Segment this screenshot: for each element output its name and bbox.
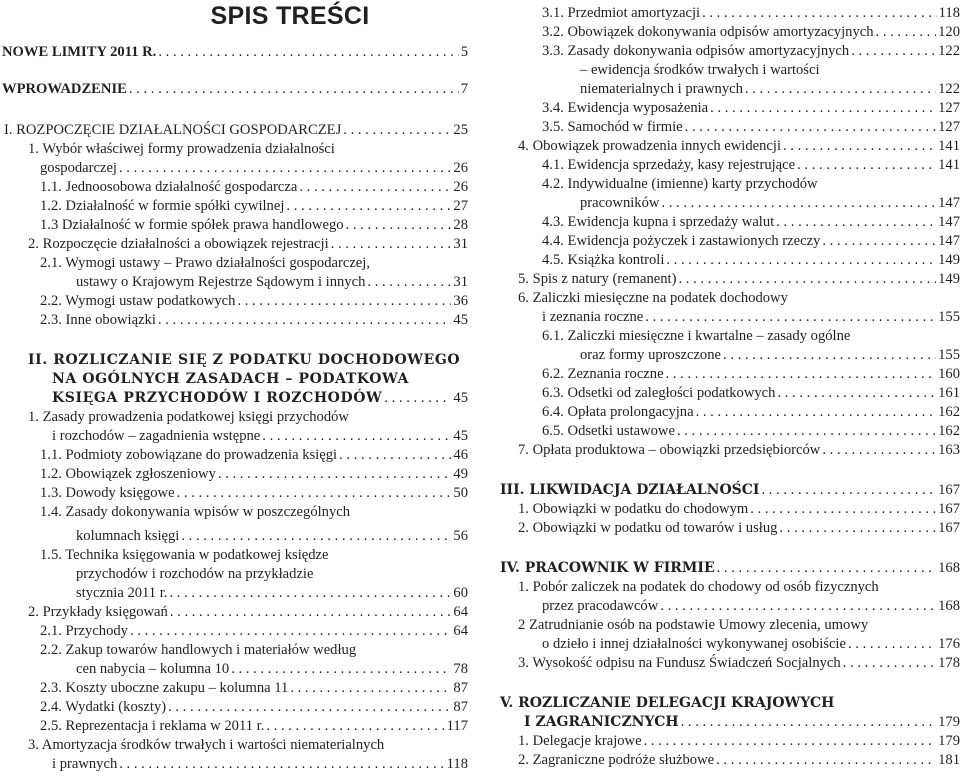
dot-leader xyxy=(716,751,936,770)
toc-entry-title: pracowników xyxy=(580,195,660,211)
toc-entry xyxy=(40,254,370,273)
dot-leader xyxy=(702,4,937,23)
dot-leader xyxy=(661,194,936,213)
toc-entry-title: 2.1. Przychody xyxy=(40,623,128,639)
toc-entry xyxy=(28,351,460,370)
dot-leader xyxy=(119,159,451,178)
toc-entry xyxy=(542,23,960,42)
toc-entry xyxy=(542,635,960,654)
dot-leader xyxy=(660,597,936,616)
toc-entry xyxy=(542,118,960,137)
toc-entry xyxy=(518,289,788,308)
dot-leader xyxy=(346,216,452,235)
toc-entry-title: 2.3. Inne obowiązki xyxy=(40,312,156,328)
toc-entry xyxy=(40,311,468,330)
page-number: 179 xyxy=(938,733,960,749)
page-number: 7 xyxy=(460,81,468,97)
toc-entry-title: 6.3. Odsetki od zaległości podatkowych xyxy=(542,385,776,401)
page-number: 64 xyxy=(453,604,468,620)
toc-entry-title: 3.5. Samochód w firmie xyxy=(542,119,683,135)
toc-entry xyxy=(40,484,468,503)
dot-leader xyxy=(158,311,451,330)
toc-entry xyxy=(40,503,350,522)
page-number: 120 xyxy=(938,24,960,40)
dot-leader xyxy=(696,403,937,422)
page-number: 161 xyxy=(938,385,960,401)
toc-entry xyxy=(542,156,960,175)
toc-entry-title: I ZAGRANICZNYCH xyxy=(524,714,679,730)
toc-entry xyxy=(28,408,349,427)
toc-entry xyxy=(52,427,468,446)
page-number: 127 xyxy=(938,119,960,135)
page-number: 178 xyxy=(938,655,960,671)
toc-entry-title: kolumnach księgi xyxy=(76,528,180,544)
toc-entry xyxy=(40,197,468,216)
toc-entry-title: 1. Obowiązki w podatku do chodowym xyxy=(518,501,749,517)
toc-entry-title: 3.2. Obowiązek dokonywania odpisów amortyzacyjnych xyxy=(542,24,874,40)
toc-entry xyxy=(542,213,960,232)
toc-entry xyxy=(580,194,960,213)
toc-entry xyxy=(518,270,960,289)
toc-entry-title: 1. Pobór zaliczek na podatek do chodowy od osób fizycznych xyxy=(518,579,879,595)
toc-entry xyxy=(542,232,960,251)
dot-leader xyxy=(266,717,444,736)
page-number: 163 xyxy=(938,442,960,458)
toc-entry-title: 6.1. Zaliczki miesięczne i kwartalne – zasady ogólne xyxy=(542,328,851,344)
toc-entry xyxy=(40,292,468,311)
toc-entry-title: V. ROZLICZANIE DELEGACJI KRAJOWYCH xyxy=(500,695,835,711)
toc-entry xyxy=(542,327,850,346)
page-number: 168 xyxy=(938,598,960,614)
dot-leader xyxy=(779,519,936,538)
toc-entry xyxy=(542,308,960,327)
toc-entry xyxy=(40,622,468,641)
dot-leader xyxy=(181,527,451,546)
dot-leader xyxy=(290,679,451,698)
toc-entry-title: 4.3. Ewidencja kupna i sprzedaży walut xyxy=(542,214,775,230)
dot-leader xyxy=(745,80,936,99)
toc-entry-title: I. ROZPOCZĘCIE DZIAŁALNOŚCI GOSPODARCZEJ xyxy=(4,122,342,138)
toc-entry-title: przychodów i rozchodów na przykładzie xyxy=(76,566,314,582)
toc-entry-title: NOWE LIMITY 2011 R. xyxy=(2,44,157,60)
page-number: 141 xyxy=(938,157,960,173)
toc-entry-title: 4. Obowiązek prowadzenia innych ewidencji xyxy=(518,138,781,154)
dot-leader xyxy=(645,308,936,327)
toc-entry-title: i zeznania roczne xyxy=(542,309,644,325)
page-number: 56 xyxy=(453,528,468,544)
page-number: 167 xyxy=(938,482,960,498)
toc-entry xyxy=(580,61,820,80)
toc-entry-title: 2.2. Wymogi ustaw podatkowych xyxy=(40,293,236,309)
toc-entry xyxy=(40,698,468,717)
toc-entry xyxy=(518,578,879,597)
page-number: 27 xyxy=(453,198,468,214)
dot-leader xyxy=(169,584,451,603)
toc-entry-title: 1.2. Obowiązek zgłoszeniowy xyxy=(40,466,216,482)
page-number: 25 xyxy=(453,122,468,138)
toc-entry-title: 6.4. Opłata prolongacyjna xyxy=(542,404,694,420)
dot-leader xyxy=(119,755,444,774)
toc-entry xyxy=(28,736,384,755)
page-number: 155 xyxy=(938,309,960,325)
toc-entry xyxy=(52,389,468,408)
toc-entry-title: 1. Wybór właściwej formy prowadzenia działalności xyxy=(28,141,335,157)
dot-leader xyxy=(681,713,937,732)
page-number: 127 xyxy=(938,100,960,116)
toc-entry-title: 2.4. Wydatki (koszty) xyxy=(40,699,167,715)
toc-entry-title: 6.5. Odsetki ustawowe xyxy=(542,423,675,439)
toc-entry xyxy=(76,565,313,584)
toc-entry xyxy=(76,273,468,292)
toc-entry xyxy=(76,584,468,603)
toc-entry-title: 3.4. Ewidencja wyposażenia xyxy=(542,100,709,116)
toc-entry xyxy=(518,519,960,538)
toc-entry-title: 1.3. Dowody księgowe xyxy=(40,485,175,501)
toc-entry-title: 3. Amortyzacja środków trwałych i wartości niematerialnych xyxy=(28,737,385,753)
toc-entry xyxy=(518,137,960,156)
dot-leader xyxy=(797,156,936,175)
toc-entry xyxy=(40,216,468,235)
page-number: 26 xyxy=(453,179,468,195)
dot-leader xyxy=(339,446,451,465)
page-number: 50 xyxy=(453,485,468,501)
toc-entry-title: 4.2. Indywidualne (imienne) karty przychodów xyxy=(542,176,818,192)
toc-entry-title: WPROWADZENIE xyxy=(2,81,127,97)
dot-leader xyxy=(876,23,937,42)
toc-entry-title: 2. Obowiązki w podatku od towarów i usług xyxy=(518,520,778,536)
toc-entry xyxy=(500,559,960,578)
page-number: 147 xyxy=(938,195,960,211)
page-number: 87 xyxy=(453,680,468,696)
toc-entry-title: oraz formy uproszczone xyxy=(580,347,722,363)
toc-entry xyxy=(518,732,960,751)
page-number: 149 xyxy=(938,271,960,287)
toc-entry xyxy=(40,465,468,484)
dot-leader xyxy=(750,500,936,519)
toc-entry xyxy=(40,159,468,178)
toc-entry xyxy=(542,365,960,384)
toc-entry-title: gospodarczej xyxy=(40,160,117,176)
toc-entry-title: 7. Opłata produktowa – obowiązki przedsiębiorców xyxy=(518,442,821,458)
dot-leader xyxy=(761,481,936,500)
toc-entry xyxy=(542,251,960,270)
toc-entry xyxy=(52,370,409,389)
toc-entry-title: i rozchodów – zagadnienia wstępne xyxy=(52,428,261,444)
page-number: 87 xyxy=(453,699,468,715)
toc-entry-title: – ewidencja środków trwałych i wartości xyxy=(580,62,820,78)
toc-entry-title: o dzieło i innej działalności wykonywanej osobiście xyxy=(542,636,846,652)
toc-entry-title: 1.5. Technika księgowania w podatkowej księdze xyxy=(40,547,329,563)
dot-leader xyxy=(158,43,458,62)
page-number: 31 xyxy=(453,274,468,290)
page-number: 45 xyxy=(453,428,468,444)
page-number: 118 xyxy=(446,756,468,772)
toc-entry xyxy=(2,43,468,62)
dot-leader xyxy=(644,732,937,751)
toc-entry xyxy=(76,660,468,679)
toc-entry-title: 3.1. Przedmiot amortyzacji xyxy=(542,5,701,21)
page-number: 141 xyxy=(938,138,960,154)
toc-entry-title: 2.5. Reprezentacja i reklama w 2011 r. xyxy=(40,718,265,734)
dot-leader xyxy=(367,273,451,292)
page-number: 168 xyxy=(938,560,960,576)
page-number: 117 xyxy=(446,718,468,734)
toc-entry-title: 4.1. Ewidencja sprzedaży, kasy rejestrujące xyxy=(542,157,796,173)
toc-entry-title: 3. Wysokość odpisu na Fundusz Świadczeń Socjalnych xyxy=(518,655,841,671)
dot-leader xyxy=(723,346,936,365)
toc-entry xyxy=(40,717,468,736)
page-number: 118 xyxy=(938,5,960,21)
page-number: 147 xyxy=(938,233,960,249)
toc-entry xyxy=(580,346,960,365)
dot-leader xyxy=(666,251,936,270)
toc-entry-title: 2. Zagraniczne podróże służbowe xyxy=(518,752,715,768)
dot-leader xyxy=(168,698,451,717)
toc-entry xyxy=(524,713,960,732)
toc-entry xyxy=(28,140,335,159)
toc-entry xyxy=(542,99,960,118)
toc-entry-title: 2.1. Wymogi ustawy – Prawo działalności gospodarczej, xyxy=(40,255,370,271)
toc-entry-title: KSIĘGA PRZYCHODÓW I ROZCHODÓW xyxy=(52,390,383,406)
dot-leader xyxy=(130,622,451,641)
toc-entry-title: 3.3. Zasady dokonywania odpisów amortyzacyjnych xyxy=(542,43,850,59)
toc-entry-title: 4.4. Ewidencja pożyczek i zastawionych rzeczy xyxy=(542,233,821,249)
page-number: 122 xyxy=(938,81,960,97)
dot-leader xyxy=(822,232,936,251)
toc-entry-title: 2.2. Zakup towarów handlowych i materiałów według xyxy=(40,642,357,658)
dot-leader xyxy=(231,660,451,679)
dot-leader xyxy=(299,178,451,197)
toc-entry-title: niematerialnych i prawnych xyxy=(580,81,743,97)
toc-entry xyxy=(518,751,960,770)
page-number: 26 xyxy=(453,160,468,176)
toc-entry-title: 4.5. Książka kontroli xyxy=(542,252,665,268)
page-number: 5 xyxy=(460,44,468,60)
toc-entry xyxy=(542,597,960,616)
toc-entry-title: NA OGÓLNYCH ZASADACH – PODATKOWA xyxy=(52,371,409,387)
dot-leader xyxy=(384,389,451,408)
toc-entry xyxy=(542,422,960,441)
page-number: 36 xyxy=(453,293,468,309)
page-number: 155 xyxy=(938,347,960,363)
toc-entry-title: i prawnych xyxy=(52,756,118,772)
page-number: 176 xyxy=(938,636,960,652)
dot-leader xyxy=(777,384,936,403)
dot-leader xyxy=(822,441,936,460)
dot-leader xyxy=(331,235,452,254)
toc-entry-title: 6. Zaliczki miesięczne na podatek dochodowy xyxy=(518,290,788,306)
page-number: 78 xyxy=(453,661,468,677)
toc-entry xyxy=(28,603,468,622)
toc-entry-title: III. LIKWIDACJA DZIAŁALNOŚCI xyxy=(500,482,760,498)
toc-entry-title: 2. Przykłady księgowań xyxy=(28,604,168,620)
page-number: 181 xyxy=(938,752,960,768)
dot-leader xyxy=(677,422,936,441)
dot-leader xyxy=(129,80,459,99)
page-number: 167 xyxy=(938,520,960,536)
toc-entry-title: cen nabycia – kolumna 10 xyxy=(76,661,230,677)
page-number: 45 xyxy=(453,312,468,328)
dot-leader xyxy=(685,118,936,137)
toc-entry xyxy=(500,694,834,713)
toc-entry-title: 1. Delegacje krajowe xyxy=(518,733,642,749)
toc-entry xyxy=(40,546,328,565)
page-number: 60 xyxy=(453,585,468,601)
dot-leader xyxy=(170,603,452,622)
dot-leader xyxy=(783,137,936,156)
toc-entry-title: stycznia 2011 r. xyxy=(76,585,168,601)
toc-entry-title: II. ROZLICZANIE SIĘ Z PODATKU DOCHODOWEGO xyxy=(28,352,461,368)
toc-entry xyxy=(76,527,468,546)
toc-entry xyxy=(40,679,468,698)
page-number: 46 xyxy=(453,447,468,463)
page-number: 162 xyxy=(938,404,960,420)
toc-entry-title: przez pracodawców xyxy=(542,598,659,614)
toc-entry-title: 1.1. Podmioty zobowiązane do prowadzenia księgi xyxy=(40,447,338,463)
toc-entry xyxy=(52,755,468,774)
dot-leader xyxy=(262,427,451,446)
toc-entry-title: 5. Spis z natury (remanent) xyxy=(518,271,677,287)
page-number: 45 xyxy=(453,390,468,406)
toc-entry xyxy=(4,121,468,140)
dot-leader xyxy=(218,465,452,484)
toc-entry-title: 1.3 Działalność w formie spółek prawa handlowego xyxy=(40,217,344,233)
dot-leader xyxy=(237,292,451,311)
dot-leader xyxy=(177,484,452,503)
dot-leader xyxy=(776,213,936,232)
dot-leader xyxy=(843,654,936,673)
dot-leader xyxy=(678,270,936,289)
toc-entry-title: IV. PRACOWNIK W FIRMIE xyxy=(500,560,715,576)
page-number: 49 xyxy=(453,466,468,482)
toc-entry xyxy=(518,441,960,460)
toc-entry xyxy=(518,500,960,519)
toc-entry-title: 6.2. Zeznania roczne xyxy=(542,366,664,382)
toc-entry-title: 1.4. Zasady dokonywania wpisów w poszczególnych xyxy=(40,504,351,520)
toc-entry xyxy=(542,42,960,61)
toc-entry xyxy=(2,80,468,99)
toc-entry xyxy=(518,654,960,673)
page-number: 160 xyxy=(938,366,960,382)
toc-entry-title: 2 Zatrudnianie osób na podstawie Umowy zlecenia, umowy xyxy=(518,617,869,633)
toc-entry-title: 2. Rozpoczęcie działalności a obowiązek rejestracji xyxy=(28,236,329,252)
dot-leader xyxy=(851,42,936,61)
toc-entry xyxy=(40,178,468,197)
toc-entry-title: 2.3. Koszty uboczne zakupu – kolumna 11 xyxy=(40,680,289,696)
toc-entry xyxy=(542,175,818,194)
dot-leader xyxy=(343,121,451,140)
page-number: 64 xyxy=(453,623,468,639)
dot-leader xyxy=(666,365,937,384)
toc-entry xyxy=(580,80,960,99)
page-number: 28 xyxy=(453,217,468,233)
dot-leader xyxy=(710,99,936,118)
toc-entry-title: 1.1. Jednoosobowa działalność gospodarcza xyxy=(40,179,298,195)
page-number: 31 xyxy=(453,236,468,252)
toc-entry-title: ustawy o Krajowym Rejestrze Sądowym i innych xyxy=(76,274,366,290)
toc-entry xyxy=(518,616,868,635)
page-number: 162 xyxy=(938,423,960,439)
dot-leader xyxy=(286,197,451,216)
dot-leader xyxy=(848,635,936,654)
toc-entry xyxy=(542,384,960,403)
page-number: 122 xyxy=(938,43,960,59)
toc-entry xyxy=(40,641,356,660)
toc-entry xyxy=(542,4,960,23)
page-number: 147 xyxy=(938,214,960,230)
toc-entry xyxy=(542,403,960,422)
toc-entry xyxy=(40,446,468,465)
page-title: SPIS TREŚCI xyxy=(210,2,370,30)
toc-entry xyxy=(28,235,468,254)
page-number: 167 xyxy=(938,501,960,517)
page-number: 149 xyxy=(938,252,960,268)
page-number: 179 xyxy=(938,714,960,730)
toc-entry-title: 1. Zasady prowadzenia podatkowej księgi przychodów xyxy=(28,409,349,425)
toc-entry xyxy=(500,481,960,500)
dot-leader xyxy=(717,559,936,578)
toc-entry-title: 1.2. Działalność w formie spółki cywilnej xyxy=(40,198,285,214)
